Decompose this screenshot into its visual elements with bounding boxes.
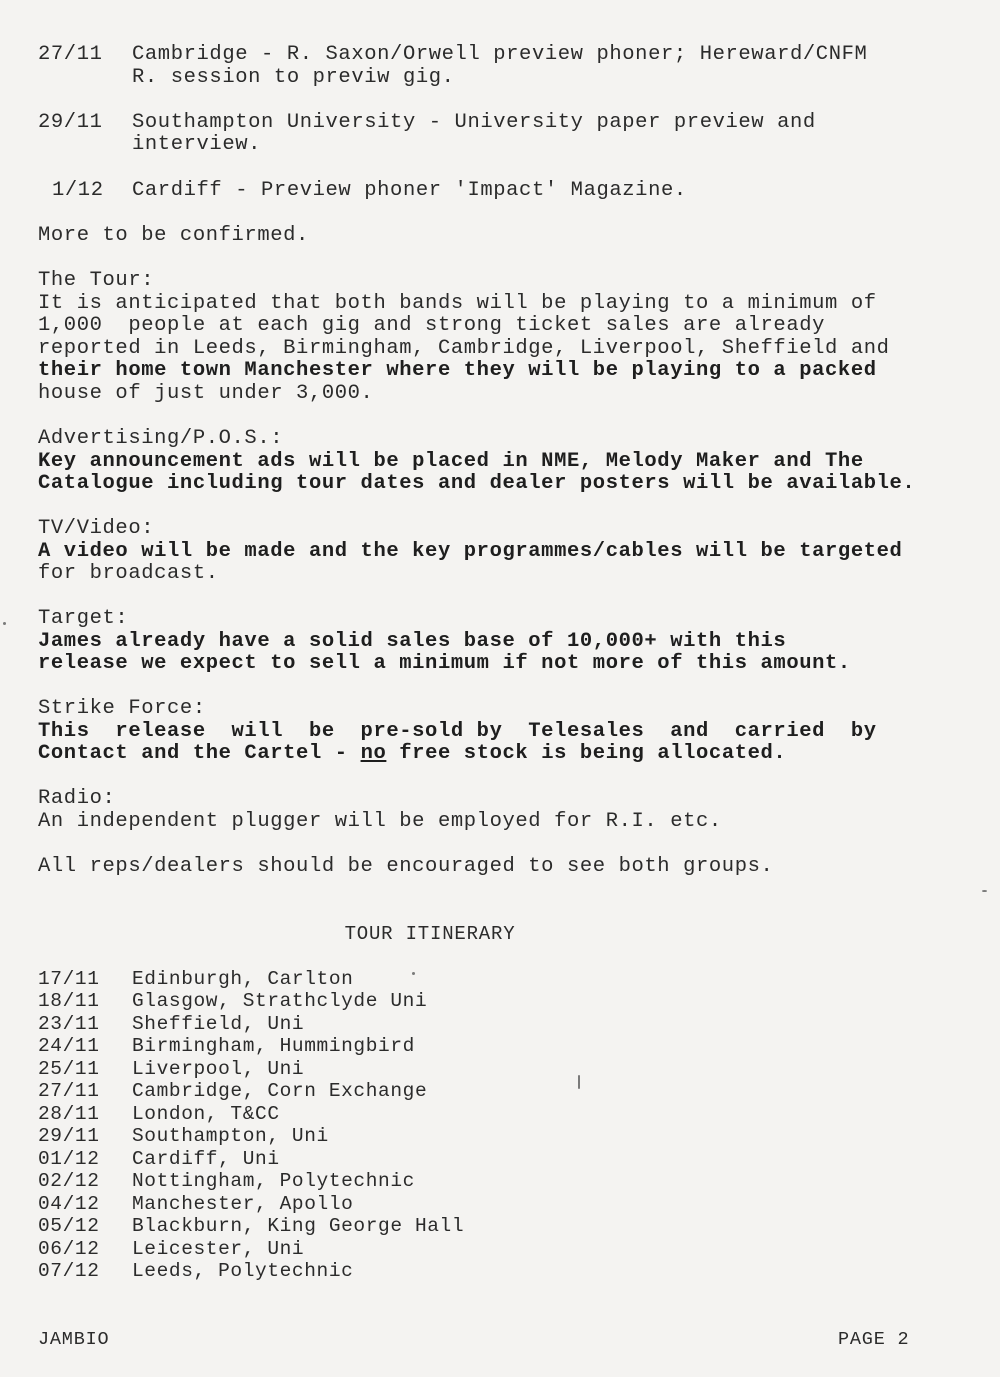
section-heading-tour: The Tour:	[38, 269, 155, 292]
itinerary-date: 02/12	[38, 1170, 100, 1192]
radio-line: An independent plugger will be employed for R.I. etc.	[38, 810, 722, 833]
itinerary-venue: Edinburgh, Carlton	[132, 968, 354, 990]
itinerary-date: 06/12	[38, 1238, 100, 1260]
itinerary-venue: Southampton, Uni	[132, 1125, 329, 1147]
itinerary-venue: London, T&CC	[132, 1103, 280, 1125]
preview-date: 29/11	[38, 111, 103, 134]
itinerary-date: 25/11	[38, 1058, 100, 1080]
footer-document-code: JAMBIO	[38, 1329, 110, 1350]
scan-speck	[3, 622, 6, 625]
target-line: release we expect to sell a minimum if not more of this amount.	[38, 652, 851, 675]
preview-text: Southampton University - University paper preview and	[132, 111, 816, 134]
preview-text: Cardiff - Preview phoner 'Impact' Magazine.	[132, 179, 687, 202]
tour-line: house of just under 3,000.	[38, 382, 374, 405]
scan-speck	[578, 1075, 580, 1089]
tour-line: It is anticipated that both bands will be playing to a minimum of	[38, 292, 877, 315]
itinerary-date: 28/11	[38, 1103, 100, 1125]
itinerary-date: 05/12	[38, 1215, 100, 1237]
tour-line: 1,000 people at each gig and strong ticket sales are already	[38, 314, 826, 337]
preview-text: R. session to previw gig.	[132, 66, 455, 89]
itinerary-date: 17/11	[38, 968, 100, 990]
strike-force-emphasis: no	[360, 742, 387, 765]
itinerary-date: 29/11	[38, 1125, 100, 1147]
more-note: More to be confirmed.	[38, 224, 309, 247]
section-heading-radio: Radio:	[38, 787, 116, 810]
itinerary-venue: Cardiff, Uni	[132, 1148, 280, 1170]
scan-speck	[412, 972, 415, 975]
advertising-line: Catalogue including tour dates and dealer posters will be available.	[38, 472, 916, 495]
itinerary-venue: Sheffield, Uni	[132, 1013, 305, 1035]
scan-speck	[982, 890, 987, 892]
itinerary-venue: Liverpool, Uni	[132, 1058, 305, 1080]
itinerary-date: 27/11	[38, 1080, 100, 1102]
itinerary-title: TOUR ITINERARY	[344, 923, 516, 945]
tour-line: reported in Leeds, Birmingham, Cambridge, Liverpool, Sheffield and	[38, 337, 890, 360]
itinerary-date: 01/12	[38, 1148, 100, 1170]
itinerary-date: 18/11	[38, 990, 100, 1012]
itinerary-venue: Birmingham, Hummingbird	[132, 1035, 415, 1057]
preview-text: interview.	[132, 133, 262, 156]
itinerary-venue: Cambridge, Corn Exchange	[132, 1080, 428, 1102]
strike-force-line	[38, 743, 786, 766]
itinerary-venue: Leicester, Uni	[132, 1238, 305, 1260]
itinerary-venue: Nottingham, Polytechnic	[132, 1170, 415, 1192]
itinerary-venue: Leeds, Polytechnic	[132, 1260, 354, 1282]
section-heading-advertising: Advertising/P.O.S.:	[38, 427, 284, 450]
itinerary-venue: Blackburn, King George Hall	[132, 1215, 465, 1237]
tour-line: their home town Manchester where they will be playing to a packed	[38, 359, 877, 382]
itinerary-venue: Glasgow, Strathclyde Uni	[132, 990, 428, 1012]
strike-force-text: free stock is being allocated.	[386, 742, 787, 765]
section-heading-tv-video: TV/Video:	[38, 517, 155, 540]
strike-force-text: Contact and the Cartel -	[38, 742, 361, 765]
closing-note: All reps/dealers should be encouraged to see both groups.	[38, 855, 774, 878]
section-heading-strike-force: Strike Force:	[38, 697, 206, 720]
itinerary-date: 24/11	[38, 1035, 100, 1057]
strike-force-line: This release will be pre-sold by Telesales and carried by	[38, 720, 877, 743]
advertising-line: Key announcement ads will be placed in NME, Melody Maker and The	[38, 450, 864, 473]
target-line: James already have a solid sales base of 10,000+ with this	[38, 630, 787, 653]
itinerary-date: 04/12	[38, 1193, 100, 1215]
section-heading-target: Target:	[38, 607, 129, 630]
footer-page-number: PAGE 2	[838, 1329, 910, 1350]
itinerary-date: 07/12	[38, 1260, 100, 1282]
tv-video-line: for broadcast.	[38, 562, 219, 585]
preview-date: 27/11	[38, 43, 103, 66]
preview-text: Cambridge - R. Saxon/Orwell preview phoner; Hereward/CNFM	[132, 43, 868, 66]
preview-date: 1/12	[52, 179, 104, 202]
tv-video-line: A video will be made and the key programmes/cables will be targeted	[38, 540, 903, 563]
itinerary-date: 23/11	[38, 1013, 100, 1035]
itinerary-venue: Manchester, Apollo	[132, 1193, 354, 1215]
